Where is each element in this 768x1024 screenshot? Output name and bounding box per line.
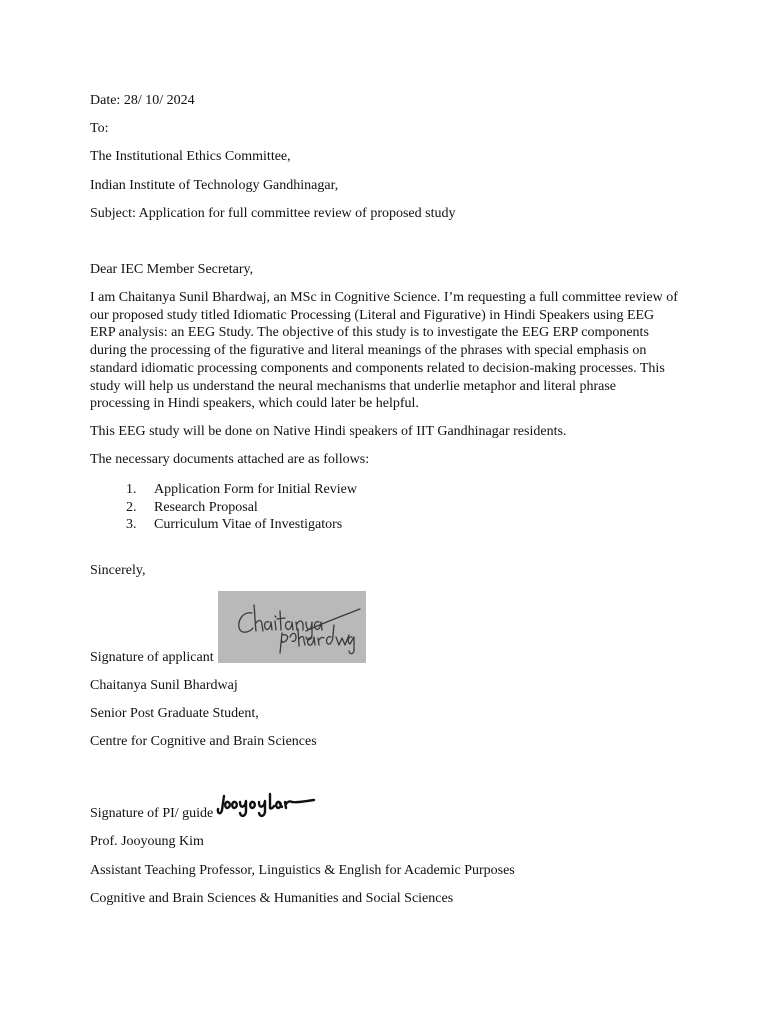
- body-paragraph: I am Chaitanya Sunil Bhardwaj, an MSc in Cognitive Science. I’m requesting a full committee review of our proposed study titled Idiomatic Processing (Literal and Figurative) in Hindi Speakers using EEG ERP analysis: an EEG Study. The objective of this study is to investigate the EEG ERP components during the processing of the figurative and literal meanings of the phrases with special emphasis on standard idiomatic processing components and components related to decision-making processes. This study will help us understand the neural mechanisms that underlie metaphor and literal phrase processing in Hindi speakers, which could later be helpful.: [90, 290, 678, 412]
- recipient-committee: The Institutional Ethics Committee,: [90, 149, 291, 164]
- applicant-name: Chaitanya Sunil Bhardwaj: [90, 678, 238, 693]
- closing-line: Sincerely,: [90, 563, 146, 578]
- guide-signature-image: [216, 790, 316, 818]
- date-line: Date: 28/ 10/ 2024: [90, 93, 195, 108]
- handwritten-signature-icon: [218, 591, 366, 663]
- list-item: [126, 516, 357, 534]
- handwritten-signature-icon: [216, 790, 316, 818]
- guide-name: Prof. Jooyoung Kim: [90, 834, 204, 849]
- to-line: To:: [90, 121, 109, 136]
- recipient-institute: Indian Institute of Technology Gandhinagar,: [90, 178, 339, 193]
- applicant-signature-label: Signature of applicant: [90, 650, 214, 665]
- list-item: [126, 499, 357, 517]
- list-item-number: 1.: [126, 482, 137, 497]
- documents-intro: The necessary documents attached are as follows:: [90, 452, 370, 467]
- list-item: [126, 481, 357, 499]
- documents-list: [126, 481, 357, 534]
- list-item-number: 3.: [126, 517, 137, 532]
- guide-signature-label: Signature of PI/ guide: [90, 806, 214, 821]
- list-item-label: Curriculum Vitae of Investigators: [154, 517, 343, 532]
- list-item-label: Research Proposal: [154, 499, 258, 515]
- participants-line: This EEG study will be done on Native Hindi speakers of IIT Gandhinagar residents.: [90, 424, 567, 439]
- subject-line: Subject: Application for full committee review of proposed study: [90, 206, 456, 221]
- guide-title: Assistant Teaching Professor, Linguistics & English for Academic Purposes: [90, 863, 515, 878]
- list-item-number: 2.: [126, 499, 137, 515]
- salutation: Dear IEC Member Secretary,: [90, 262, 254, 277]
- guide-department: Cognitive and Brain Sciences & Humanities and Social Sciences: [90, 891, 454, 906]
- list-item-label: Application Form for Initial Review: [154, 482, 357, 497]
- applicant-signature-image: [218, 591, 366, 663]
- applicant-department: Centre for Cognitive and Brain Sciences: [90, 734, 317, 749]
- applicant-title: Senior Post Graduate Student,: [90, 706, 259, 721]
